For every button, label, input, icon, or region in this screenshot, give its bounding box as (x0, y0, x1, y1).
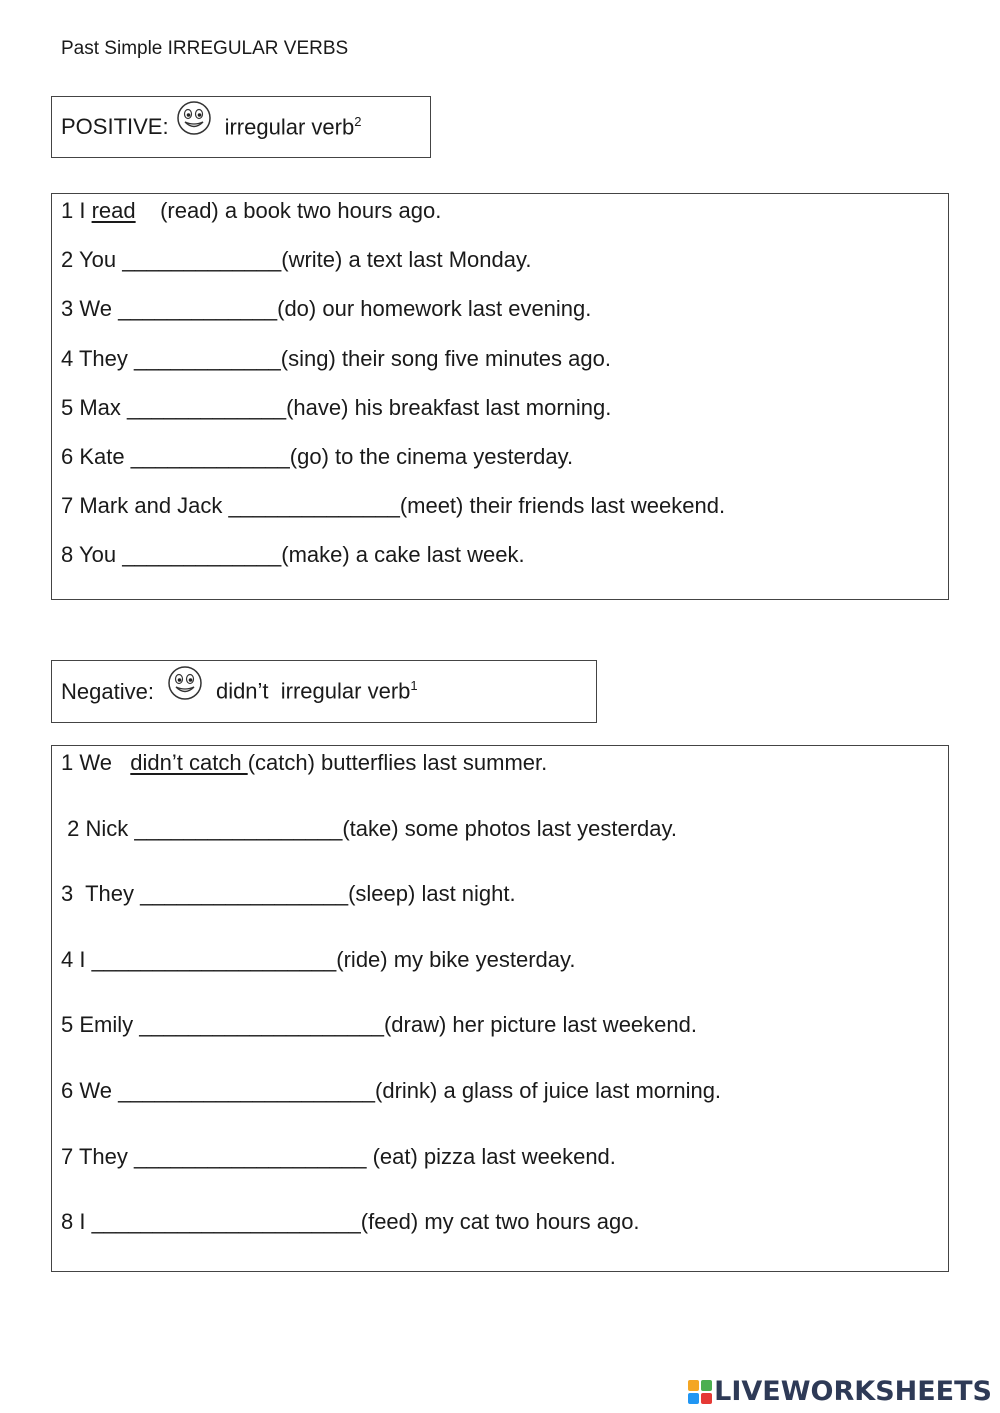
line-prefix[interactable]: 5 Emily ____________________ (61, 1012, 384, 1038)
line-prefix[interactable]: 6 We _____________________ (61, 1078, 376, 1103)
line-suffix: (write) a text last Monday. (281, 247, 532, 273)
line-suffix: (feed) my cat two hours ago. (360, 1209, 640, 1235)
line-prefix[interactable]: 2 You _____________ (61, 247, 282, 273)
positive-rule-text: irregular verb$^2$ (224, 113, 362, 140)
line-suffix: (catch) butterflies last summer. (247, 750, 548, 775)
line-prefix[interactable]: 7 Mark and Jack ______________ (61, 493, 400, 519)
negative-exercise-line (61, 1143, 616, 1171)
example-answer: read (91, 198, 136, 223)
line-prefix[interactable]: 7 They ___________________ (61, 1143, 367, 1169)
brand-logo (688, 1376, 992, 1407)
positive-label: POSITIVE: (61, 114, 169, 139)
negative-exercise-line (61, 880, 516, 908)
line-prefix: 1 We (61, 750, 131, 775)
negative-rule-text: didn’t irregular verb$^1$ (215, 678, 418, 704)
example-answer: didn’t catch (130, 750, 248, 775)
positive-exercise-line (61, 246, 531, 274)
liveworksheets-icon (688, 1380, 712, 1404)
line-prefix[interactable]: 8 I ______________________ (61, 1209, 361, 1235)
negative-exercise-line (61, 946, 576, 974)
positive-exercise-line (61, 541, 525, 569)
negative-rule-box (51, 660, 597, 723)
line-suffix: (ride) my bike yesterday. (336, 946, 576, 972)
line-suffix: (meet) their friends last weekend. (399, 493, 726, 519)
positive-exercise-line (61, 197, 441, 225)
line-suffix: (draw) her picture last weekend. (383, 1012, 697, 1038)
smiley-icon (166, 664, 204, 708)
negative-exercise-line (61, 1208, 640, 1236)
line-prefix[interactable]: 6 Kate _____________ (61, 444, 290, 469)
negative-exercise-line (61, 749, 547, 777)
line-prefix[interactable]: 4 I ____________________ (61, 946, 337, 972)
positive-exercise-line (61, 492, 725, 520)
smiley-icon (175, 99, 213, 143)
line-suffix: (read) a book two hours ago. (135, 198, 442, 223)
line-suffix: (do) our homework last evening. (277, 296, 592, 322)
page-title: Past Simple IRREGULAR VERBS (61, 38, 349, 59)
positive-exercise-line (61, 394, 611, 422)
brand-name: LIVEWORKSHEETS (714, 1376, 992, 1407)
line-suffix: (sleep) last night. (348, 881, 516, 907)
positive-exercise-line (61, 443, 573, 471)
line-suffix: (make) a cake last week. (281, 542, 525, 568)
line-prefix[interactable]: 3 We _____________ (61, 296, 278, 322)
line-prefix[interactable]: 5 Max _____________ (61, 394, 287, 420)
negative-exercise-line (61, 1011, 697, 1039)
line-prefix[interactable]: 2 Nick _________________ (61, 815, 343, 841)
line-suffix: (sing) their song five minutes ago. (280, 345, 611, 371)
line-suffix: (eat) pizza last weekend. (366, 1143, 616, 1169)
line-suffix: (drink) a glass of juice last morning. (375, 1078, 722, 1103)
line-prefix: 1 I (61, 198, 92, 223)
positive-rule-box (51, 96, 431, 158)
positive-exercise-line (61, 345, 611, 373)
negative-exercise-line (61, 1077, 721, 1105)
line-suffix: (take) some photos last yesterday. (342, 815, 677, 841)
line-suffix: (go) to the cinema yesterday. (289, 444, 574, 469)
line-prefix[interactable]: 8 You _____________ (61, 542, 282, 568)
line-prefix[interactable]: 4 They ____________ (61, 345, 281, 371)
line-suffix: (have) his breakfast last morning. (286, 394, 612, 420)
positive-exercise-line (61, 295, 591, 323)
negative-label: Negative: (61, 678, 154, 704)
positive-exercise-box (51, 193, 949, 600)
negative-exercise-line (61, 815, 677, 843)
negative-exercise-box (51, 745, 949, 1272)
line-prefix[interactable]: 3 They _________________ (61, 881, 349, 907)
